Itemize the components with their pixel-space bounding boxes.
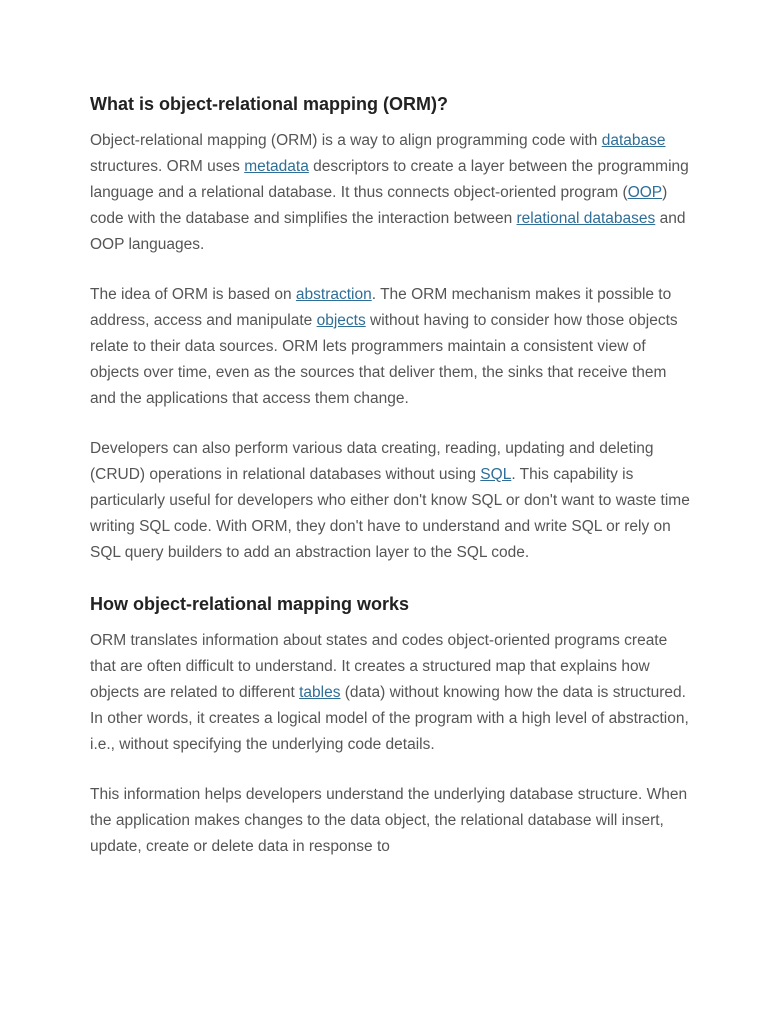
paragraph-orm-definition [90,128,690,258]
paragraph-orm-crud [90,436,690,566]
paragraph-text: structures. ORM uses [90,158,245,175]
article [90,90,690,884]
link-tables[interactable]: tables [299,684,341,701]
paragraph-text: ORM translates information about states and codes object-oriented programs create that are often difficult to understand. It creates a structured map that explains how objects are related to different [90,632,668,701]
paragraph-orm-abstraction [90,282,690,412]
paragraph-text: descriptors to create a layer between the programming language and a relational database. It thus connects object-oriented program ( [90,158,689,201]
paragraph-text: Object-relational mapping (ORM) is a way to align programming code with [90,132,602,149]
paragraph-text: This information helps developers understand the underlying database structure. When the application makes changes to the data object, the relational database will insert, update, create or delete data in response to [90,786,688,855]
paragraph-text: (data) without knowing how the data is structured. In other words, it creates a logical model of the program with a high level of abstraction, i.e., without specifying the underlying code details. [90,684,689,753]
paragraph-orm-translates [90,628,690,758]
link-database[interactable]: database [601,132,666,149]
link-objects[interactable]: objects [316,312,366,329]
section-heading-how-orm-works: How object-relational mapping works [90,594,410,614]
paragraph-orm-information [90,782,690,860]
paragraph-text: without having to consider how those objects relate to their data sources. ORM lets programmers maintain a consistent view of objects over time, even as the sources that deliver them, the sinks that receive them and the applications that access them change. [90,312,678,407]
paragraph-text: . This capability is particularly useful for developers who either don't know SQL or don't want to waste time writing SQL code. With ORM, they don't have to understand and write SQL or rely on SQL query builders to add an abstraction layer to the SQL code. [90,466,690,561]
paragraph-text: The idea of ORM is based on [90,286,296,303]
paragraph-text: and OOP languages. [90,210,686,253]
paragraph-text: ) code with the database and simplifies the interaction between [90,184,668,227]
link-abstraction[interactable]: abstraction [295,286,372,303]
link-metadata[interactable]: metadata [244,158,309,175]
link-sql[interactable]: SQL [480,466,512,483]
section-heading-what-is-orm: What is object-relational mapping (ORM)? [90,94,449,114]
paragraph-text: Developers can also perform various data creating, reading, updating and deleting (CRUD) operations in relational databases without using [90,440,654,483]
link-oop[interactable]: OOP [627,184,663,201]
link-relational-databases[interactable]: relational databases [516,210,656,227]
paragraph-text: . The ORM mechanism makes it possible to address, access and manipulate [90,286,672,329]
